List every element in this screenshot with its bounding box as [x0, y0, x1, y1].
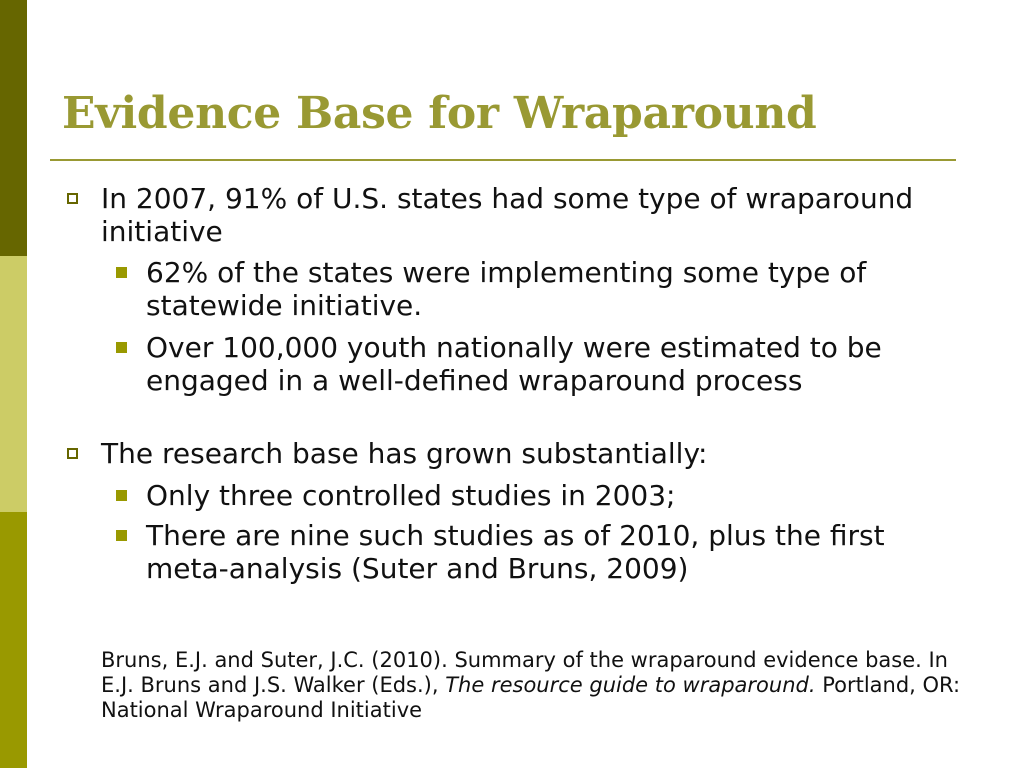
- bullet-2-sub-2-text: There are nine such studies as of 2010, plus the first meta-analysis (Suter and Bruns, 2009): [146, 519, 885, 585]
- slide-title: Evidence Base for Wraparound: [62, 88, 817, 139]
- bullet-2-text: The research base has grown substantially:: [101, 437, 708, 470]
- filled-square-bullet-icon: [116, 342, 127, 353]
- bullet-1-text: In 2007, 91% of U.S. states had some type of wraparound initiative: [101, 182, 914, 248]
- filled-square-bullet-icon: [116, 490, 127, 501]
- reference-part-2: Portland, OR: National Wraparound Initiative: [101, 673, 961, 722]
- bullet-2-sub-1-text: Only three controlled studies in 2003;: [146, 479, 676, 512]
- bullet-1-sub-1-text: 62% of the states were implementing some type of statewide initiative.: [146, 256, 867, 322]
- reference-citation: [101, 648, 971, 723]
- bullet-1-sub-2-text: Over 100,000 youth nationally were estimated to be engaged in a well-defined wraparound process: [146, 331, 882, 397]
- filled-square-bullet-icon: [116, 267, 127, 278]
- filled-square-bullet-icon: [116, 530, 127, 541]
- reference-title: The resource guide to wraparound.: [445, 673, 816, 697]
- reference-part-1: Bruns, E.J. and Suter, J.C. (2010). Summary of the wraparound evidence base. In E.J. Bruns and J.S. Walker (Eds.),: [101, 648, 948, 697]
- hollow-square-bullet-icon: [67, 448, 78, 459]
- hollow-square-bullet-icon: [67, 193, 78, 204]
